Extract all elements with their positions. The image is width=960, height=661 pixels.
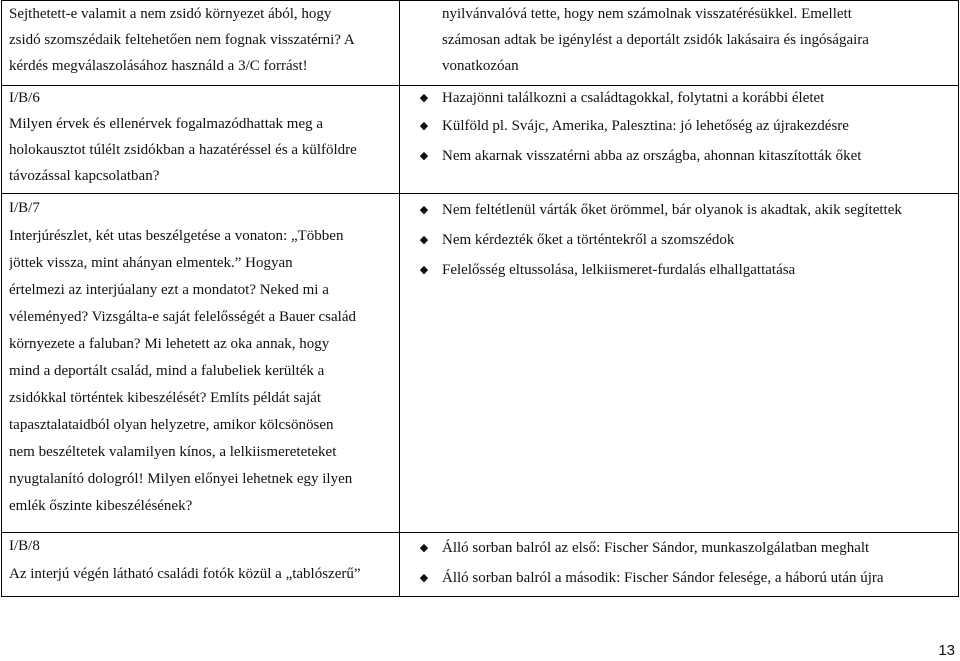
intro-answer-line: nyilvánvalóvá tette, hogy nem számolnak visszatérésükkel. Emellett xyxy=(442,6,852,22)
bullet-icon: ◆ xyxy=(419,542,429,554)
ib6-question-line: Milyen érvek és ellenérvek fogalmazódhattak meg a xyxy=(9,116,324,132)
bullet-icon: ◆ xyxy=(419,92,429,104)
intro-question-line: Sejthetett-e valamit a nem zsidó környezet ából, hogy xyxy=(9,6,332,22)
ib8-answer-bullet: Álló sorban balról az első: Fischer Sándor, munkaszolgálatban meghalt xyxy=(442,540,870,556)
intro-answer-line: számosan adtak be igénylést a deportált zsidók lakásaira és ingóságaira xyxy=(442,32,869,48)
ib7-question-line: mind a deportált család, mind a falubeliek kerülték a xyxy=(9,363,325,379)
ib6-answer-bullet: Külföld pl. Svájc, Amerika, Palesztina: jó lehetőség az újrakezdésre xyxy=(442,118,849,134)
ib7-question-line: zsidókkal történtek kibeszélését? Említs példát saját xyxy=(9,390,321,406)
intro-question-line: zsidó szomszédaik feltehetően nem fognak visszatérni? A xyxy=(9,32,355,48)
ib6-heading: I/B/6 xyxy=(9,90,40,106)
ib7-question-line: környezete a faluban? Mi lehetett az oka annak, hogy xyxy=(9,336,330,352)
ib8-question-line: Az interjú végén látható családi fotók közül a „tablószerű” xyxy=(9,566,361,582)
bullet-icon: ◆ xyxy=(419,150,429,162)
ib6-answer-bullet: Nem akarnak visszatérni abba az országba, ahonnan kitaszították őket xyxy=(442,148,862,164)
bullet-icon: ◆ xyxy=(419,264,429,276)
ib6-answer-bullet: Hazajönni találkozni a családtagokkal, folytatni a korábbi életet xyxy=(442,90,825,106)
ib7-question-line: emlék őszinte kibeszélésének? xyxy=(9,498,193,514)
ib7-question-line: tapasztalataidból olyan helyzetre, amikor kölcsönösen xyxy=(9,417,334,433)
page-number: 13 xyxy=(938,642,955,659)
bullet-icon: ◆ xyxy=(419,120,429,132)
ib8-heading: I/B/8 xyxy=(9,538,40,554)
ib7-question-line: nem beszéltetek valamilyen kínos, a lelkiismereteteket xyxy=(9,444,337,460)
ib8-answer-bullet: Álló sorban balról a második: Fischer Sándor felesége, a háború után újra xyxy=(442,570,884,586)
ib7-question-line: értelmezi az interjúalany ezt a mondatot? Neked mi a xyxy=(9,282,329,298)
ib7-question-line: jöttek vissza, mint ahányan elmentek.” Hogyan xyxy=(9,255,293,271)
intro-answer-line: vonatkozóan xyxy=(442,58,519,74)
bullet-icon: ◆ xyxy=(419,204,429,216)
ib7-question-line: nyugtalanító dologról! Milyen előnyei lehetnek egy ilyen xyxy=(9,471,353,487)
ib7-question-line: véleményed? Vizsgálta-e saját felelősségét a Bauer család xyxy=(9,309,356,325)
ib7-answer-bullet: Nem kérdezték őket a történtekről a szomszédok xyxy=(442,232,735,248)
ib6-question-line: holokausztot túlélt zsidókban a hazatéréssel és a külföldre xyxy=(9,142,357,158)
intro-question-line: kérdés megválaszolásához használd a 3/C forrást! xyxy=(9,58,308,74)
bullet-icon: ◆ xyxy=(419,234,429,246)
ib7-question-line: Interjúrészlet, két utas beszélgetése a vonaton: „Többen xyxy=(9,228,344,244)
row-divider-ib7 xyxy=(2,193,958,194)
column-divider xyxy=(399,1,400,596)
ib7-answer-bullet: Felelősség eltussolása, lelkiismeret-furdalás elhallgattatása xyxy=(442,262,796,278)
answer-table xyxy=(1,0,959,597)
ib6-question-line: távozással kapcsolatban? xyxy=(9,168,160,184)
ib7-heading: I/B/7 xyxy=(9,200,40,216)
bullet-icon: ◆ xyxy=(419,572,429,584)
ib7-answer-bullet: Nem feltétlenül várták őket örömmel, bár olyanok is akadtak, akik segítettek xyxy=(442,202,902,218)
